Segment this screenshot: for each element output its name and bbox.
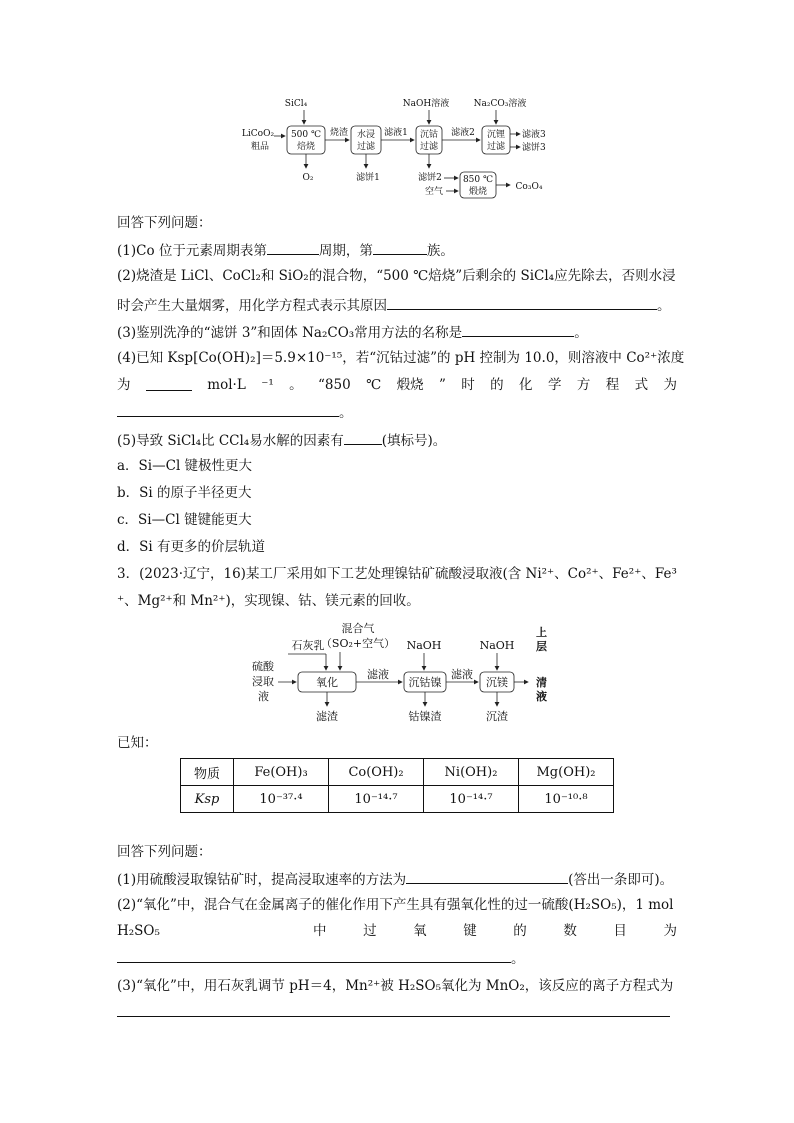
p3q2-word: 过	[363, 923, 377, 939]
p3-question-2-line1: (2)“氧化”中，混合气在金属离子的催化作用下产生具有强氧化性的过一硫酸(H₂SO₅)，1 mol	[117, 897, 674, 913]
q4-word: 的	[490, 377, 504, 393]
problem-3-line1: 3．(2023·辽宁，16)某工厂采用如下工艺处理镍钴矿硫酸浸取液(含 Ni²⁺、Co²⁺、Fe²⁺、Fe³	[117, 566, 677, 582]
question-3	[117, 322, 588, 342]
flow1-slag: 烧渣	[329, 128, 349, 138]
flow2-lime: 石灰乳	[291, 639, 325, 652]
ksp-table	[180, 758, 614, 813]
flow2-chen1-label: 沉钴镍	[408, 676, 442, 689]
q4-word: 学	[547, 377, 562, 393]
p3q1-answer-blank[interactable]	[406, 869, 568, 884]
q2-text: 时会产生大量烟雾，用化学方程式表示其原因	[117, 298, 387, 314]
q2-answer-blank[interactable]	[387, 295, 657, 310]
flow2-residue: 滤渣	[316, 710, 338, 723]
flow2-upper-1: 上	[536, 626, 547, 639]
known-label: 已知：	[117, 735, 158, 751]
flow1-filtrate2: 滤液2	[451, 128, 475, 138]
question-2-line1: (2)烧渣是 LiCl、CoCl₂和 SiO₂的混合物，“500 ℃焙烧”后剩余的 SiCl₄应先除去，否则水浸	[117, 268, 676, 284]
q1-answer-blank-group[interactable]	[373, 240, 427, 255]
q5-option-c: c．Si—Cl 键键能更大	[117, 512, 252, 528]
p3-question-3-line1: (3)“氧化”中，用石灰乳调节 pH＝4，Mn²⁺被 H₂SO₅氧化为 MnO₂，该反应的离子方程式为	[117, 978, 674, 994]
flow1-box5-label1: 850 ℃	[462, 175, 494, 185]
q4-word: 方	[576, 377, 591, 393]
q4-word: “850	[318, 377, 351, 393]
q5-option-b: b．Si 的原子半径更大	[117, 485, 252, 501]
table-cell: 10⁻¹⁴·⁷	[329, 786, 424, 813]
flow1-box3-label2: 过滤	[419, 142, 439, 152]
q1-text-b: 周期，第	[318, 243, 373, 259]
table-header: 物质	[181, 759, 234, 786]
table-header: Mg(OH)₂	[519, 759, 614, 786]
q3-end: 。	[574, 325, 588, 341]
q4-word: 为	[663, 377, 677, 393]
table-row	[181, 786, 614, 813]
table-cell: 10⁻¹⁴·⁷	[424, 786, 519, 813]
q4-answer-blank-equation[interactable]	[117, 402, 339, 417]
p3q3-answer-line[interactable]	[117, 1016, 670, 1017]
p3q1-text-a: (1)用硫酸浸取镍钴矿时，提高浸取速率的方法为	[117, 872, 407, 888]
flow1-box3-label1: 沉钴	[419, 130, 439, 140]
q4-word: ℃	[366, 377, 382, 393]
flow1-cake1: 滤饼1	[356, 173, 380, 183]
question-4-line2	[117, 376, 677, 394]
flow2-coni-residue: 钴镍渣	[408, 710, 442, 723]
p3q1-text-b: (答出一条即可)。	[568, 872, 674, 888]
flow2-naoh1: NaOH	[406, 639, 442, 652]
q5-option-a: a．Si—Cl 键极性更大	[117, 458, 253, 474]
q5-answer-blank[interactable]	[344, 430, 382, 445]
flow1-naoh: NaOH溶液	[402, 99, 450, 109]
question-4-line3	[117, 402, 353, 422]
table-cell: 10⁻³⁷·⁴	[234, 786, 329, 813]
q4-word: 。	[289, 377, 303, 393]
p3q2-end: 。	[511, 951, 525, 967]
p3q2-word: 中	[313, 923, 327, 939]
p3q2-word: 氧	[413, 923, 427, 939]
q5-stem-end: (填标号)。	[381, 433, 447, 449]
q4-word: 煅烧	[396, 377, 424, 393]
p3q2-word: 的	[513, 923, 527, 939]
flow1-box4-label2: 过滤	[486, 142, 506, 152]
flow2-chen2-label: 沉镁	[486, 676, 508, 689]
q1-text-c: 族。	[426, 243, 454, 259]
q4-word: 式	[634, 377, 649, 393]
q4-end: 。	[339, 405, 353, 421]
flow1-co3o4: Co₃O₄	[515, 182, 543, 192]
flow2-mg-residue: 沉渣	[486, 710, 508, 723]
flow1-box1-label2: 焙烧	[296, 142, 316, 152]
flow2-oxid-label: 氧化	[316, 676, 338, 689]
p3q2-word: 目	[613, 923, 627, 939]
flow1-air: 空气	[424, 187, 444, 197]
q3-answer-blank[interactable]	[462, 322, 574, 337]
q4-word: 为	[117, 377, 131, 393]
flow2-leach-2: 浸取	[252, 675, 274, 688]
table-header: Ni(OH)₂	[424, 759, 519, 786]
question-1	[117, 240, 454, 260]
question-5	[117, 430, 446, 450]
flow1-box5-label2: 煅烧	[468, 187, 488, 197]
q4-word: 时	[461, 377, 475, 393]
p3-question-2-line2	[117, 922, 677, 940]
flow1-filtrate1: 滤液1	[384, 128, 408, 138]
flow1-box2-label2: 过滤	[356, 142, 376, 152]
flow1-cake3: 滤饼3	[522, 143, 546, 153]
q1-text-a: (1)Co 位于元素周期表第	[117, 243, 267, 259]
p3q2-word: 键	[463, 923, 477, 939]
table-header: Co(OH)₂	[329, 759, 424, 786]
question-2-line2	[117, 295, 671, 315]
q1-answer-blank-period[interactable]	[267, 240, 319, 255]
q4-word: 程	[605, 377, 620, 393]
q3-text: (3)鉴别洗净的“滤饼 3”和固体 Na₂CO₃常用方法的名称是	[117, 325, 463, 341]
flow2-filtrate-b: 滤液	[451, 668, 473, 681]
q5-stem: (5)导致 SiCl₄比 CCl₄易水解的因素有	[117, 433, 344, 449]
p3q2-word: 为	[663, 923, 677, 939]
table-cell: Ksp	[181, 786, 234, 813]
flow2-filtrate-a: 滤液	[367, 668, 389, 681]
flow1-box2-label1: 水浸	[356, 130, 376, 140]
flowchart-nickel-cobalt-process	[248, 620, 558, 728]
p3-question-2-line3	[117, 948, 525, 968]
p3-questions-intro: 回答下列问题：	[117, 844, 212, 860]
flow1-sicl4: SiCl₄	[284, 99, 308, 109]
question-4-line1: (4)已知 Ksp[Co(OH)₂]＝5.9×10⁻¹⁵，若“沉钴过滤”的 pH 控制为 10.0，则溶液中 Co²⁺浓度	[117, 350, 685, 366]
flow2-upper-4: 液	[536, 690, 547, 703]
table-header-row	[181, 759, 614, 786]
flow2-upper-3: 清	[536, 676, 547, 689]
p3q2-word: 数	[563, 923, 577, 939]
flow2-leach-3: 液	[258, 690, 269, 703]
q4-answer-blank-conc[interactable]	[146, 376, 192, 391]
flow1-filtrate3: 滤液3	[522, 130, 546, 140]
flow1-na2co3: Na₂CO₃溶液	[473, 99, 527, 109]
problem-3-line2: ⁺、Mg²⁺和 Mn²⁺)，实现镍、钴、镁元素的回收。	[117, 593, 420, 609]
flow2-mix: 混合气	[341, 622, 375, 635]
flow2-naoh2: NaOH	[479, 639, 515, 652]
p3q2-word: H₂SO₅	[117, 923, 160, 939]
q4-word: ”	[438, 377, 446, 393]
q5-option-d: d．Si 有更多的价层轨道	[117, 539, 265, 555]
flowchart-cobalt-process	[230, 92, 570, 202]
p3q2-answer-blank[interactable]	[117, 948, 511, 963]
table-header: Fe(OH)₃	[234, 759, 329, 786]
q4-word: 化	[519, 377, 533, 393]
q2-end: 。	[657, 298, 671, 314]
p3-question-1	[117, 869, 673, 889]
flow1-licoo2: LiCoO₂	[241, 129, 275, 139]
p3q2-spacer	[196, 922, 276, 940]
q4-unit: mol·L	[207, 377, 246, 393]
flow2-upper-2: 层	[536, 640, 547, 653]
flow2-mix2: （SO₂+空气）	[320, 637, 396, 650]
flow2-leach-1: 硫酸	[252, 660, 274, 673]
questions-intro: 回答下列问题：	[117, 215, 212, 231]
flow1-cake2: 滤饼2	[418, 173, 442, 183]
flow1-o2: O₂	[302, 173, 314, 183]
flow1-crude: 粗品	[250, 142, 270, 152]
flow1-box4-label1: 沉锂	[486, 130, 506, 140]
table-cell: 10⁻¹⁰·⁸	[519, 786, 614, 813]
flow1-box1-label1: 500 ℃	[290, 130, 322, 140]
q4-unit-exp: ⁻¹	[261, 377, 274, 393]
